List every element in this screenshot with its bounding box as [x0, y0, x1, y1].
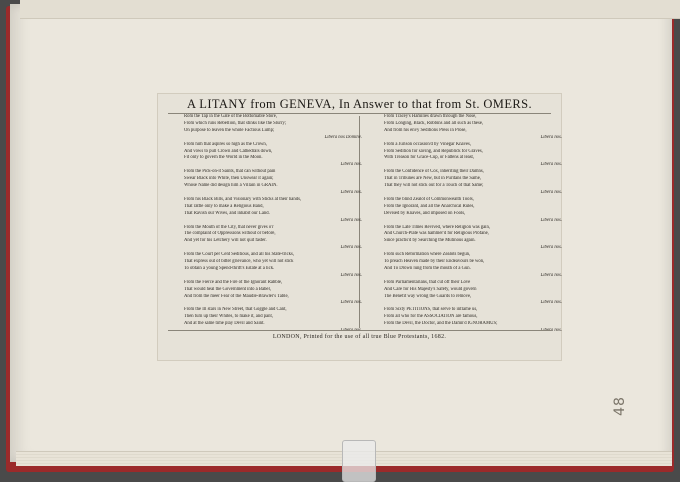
verse-line: From Tracey's Hamilies drawn through the Nose,: [384, 114, 477, 119]
verse-line: Rom the Tap in the Gate of the Bottomable Store,: [184, 114, 278, 119]
verse-line: From the Ill stars in New Street, that Goggle and Cant,: [184, 307, 287, 313]
refrain: Libera nos.: [340, 189, 362, 195]
verse-line: From the Fierce and the Fire of the Ignorant Rabble,: [184, 279, 283, 285]
refrain: Libera nos.: [340, 245, 362, 251]
verse-line: And To Drown lung from the mouth of a Gun.: [384, 265, 471, 271]
broadside-print: [157, 93, 562, 361]
refrain: Libera nos.: [540, 245, 562, 251]
verse-line: On purpose to leaven the whole Factious Lump;: [184, 127, 275, 133]
verse-line: To preach Heaven made by their Endeavours be won,: [384, 259, 485, 265]
verse-line: Devised by Knaves, and imposed on Fools,: [384, 210, 466, 216]
verse-line: That would heal the Government into a Babel,: [184, 286, 271, 292]
right-column: [384, 114, 566, 335]
left-column: [184, 114, 366, 335]
verse-line: Since practis'd by Searching the Mutinous again.: [384, 238, 476, 244]
verse-line: With Treason for Grace-Cup, or Fattens at least,: [384, 155, 475, 161]
verse-line: That in Tribunes are New, but in Puritans the Same,: [384, 176, 481, 182]
verse-line: From all who for the ASSOCIATION are famous,: [384, 314, 478, 320]
verse-line: From the Late Times Revived, where Religion was gain,: [384, 224, 490, 230]
verse-line: From Longing, Black, Robbins and all such as these,: [384, 120, 484, 126]
verse-line: From Parliamentarians, that cut off their Love: [384, 279, 471, 285]
verse-line: That they will not stick out for a Touch of that Same;: [384, 183, 484, 189]
refrain: Libera nos Domine.: [324, 134, 362, 140]
verse-line: From Sedition for saving, and Republick for Graves,: [384, 148, 483, 154]
verse-line: Whose Name did design him a Villain in GRAIN.: [184, 183, 278, 189]
verse-line: The complaint of Oppressions without or before,: [184, 231, 276, 237]
verse-line: Fit only to govern the World in the Moon.: [184, 155, 263, 161]
refrain: Libera nos.: [540, 300, 562, 306]
verse-line: From him that aspires so high as the Crown,: [184, 141, 267, 147]
verse-line: From the Court per Cent Seditious, and all his State-tricks,: [184, 252, 295, 258]
interleaf-sheet: [20, 0, 680, 19]
verse-line: From Sixty PETITIONS, that serve to inflame us,: [384, 307, 478, 313]
verse-line: From the blind Zealot of Commonwealth Tools,: [384, 196, 474, 202]
refrain: Libera nos.: [540, 162, 562, 168]
verse-line: And from the meer Fear of the Maudle-Brawler's Table,: [184, 293, 289, 299]
verse-line: From the Devil, the Doctor, and the Damn'd IGNORAMUS;: [384, 321, 498, 327]
refrain: Libera nos.: [340, 162, 362, 168]
verse-line: To obtain a young Spend-thrift's Estate at a lick.: [184, 265, 275, 271]
footer-rule: [168, 330, 551, 331]
verse-line: Swear Black into White, then Unswear it again;: [184, 176, 274, 182]
verse-line: From the Confidence of Cox, inheriting their Damns,: [384, 169, 484, 175]
refrain: Libera nos.: [340, 272, 362, 278]
verse-line: That Ravish our Wives, and inhabit our Land.: [184, 210, 270, 216]
verse-line: And from his envy Seditions Press in Prose,: [384, 127, 467, 133]
verse-line: From the Pick-on-it Saints, that can without pain: [184, 169, 276, 175]
refrain: Libera nos.: [540, 189, 562, 195]
imprint-line: LONDON, Printed for the use of all true Blue Protestants, 1682.: [272, 334, 447, 340]
refrain: Libera nos.: [340, 328, 362, 334]
verse-line: And Church-Plate was hammer'd for Religious Profane,: [384, 231, 489, 237]
verse-line: That express out of bitter grievance, who yet will not stick: [184, 259, 294, 265]
pencil-folio-number: 48: [611, 396, 628, 416]
refrain: Libera nos.: [540, 134, 562, 140]
verse-line: From a Jurison occasion'd by Vinegar Knaves,: [384, 141, 472, 147]
refrain: Libera nos.: [540, 217, 562, 223]
verse-line: From the Ignorant, and all the Anarchical Rules,: [384, 203, 475, 209]
refrain: Libera nos.: [540, 328, 562, 334]
verse-line: From such Reformation where Zealots begun,: [384, 252, 471, 258]
refrain: Libera nos.: [540, 272, 562, 278]
refrain: Libera nos.: [340, 300, 362, 306]
verse-line: From which runs Rebellion, that stinks like the Slurry;: [184, 120, 287, 126]
verse-line: And Care for His Majesty's Safety, would govern: [384, 286, 477, 292]
verse-line: That rattle only to make a Religious Band,: [184, 203, 264, 209]
broadside-title: A LITANY from GENEVA, In Answer to that from St. OMERS.: [187, 97, 532, 111]
verse-line: From the Mouth of the City, that never gives o'r: [184, 224, 274, 230]
verse-line: The Benefit way wrong the Guards to remove,: [384, 293, 472, 299]
verse-line: From his Black Bills, and Visionary with Sticks at their hands,: [184, 196, 302, 202]
page-clip: [342, 440, 376, 482]
refrain: Libera nos.: [340, 217, 362, 223]
verse-line: And yet for his Letchery will not quit faster.: [184, 238, 267, 244]
verse-line: And vows to pull Crown and Cathedrals down,: [184, 148, 273, 154]
verse-line: Then turn up their Whites, to make it, and pant,: [184, 314, 273, 320]
verse-line: And at the same time play Devil and Saint.: [184, 321, 265, 327]
